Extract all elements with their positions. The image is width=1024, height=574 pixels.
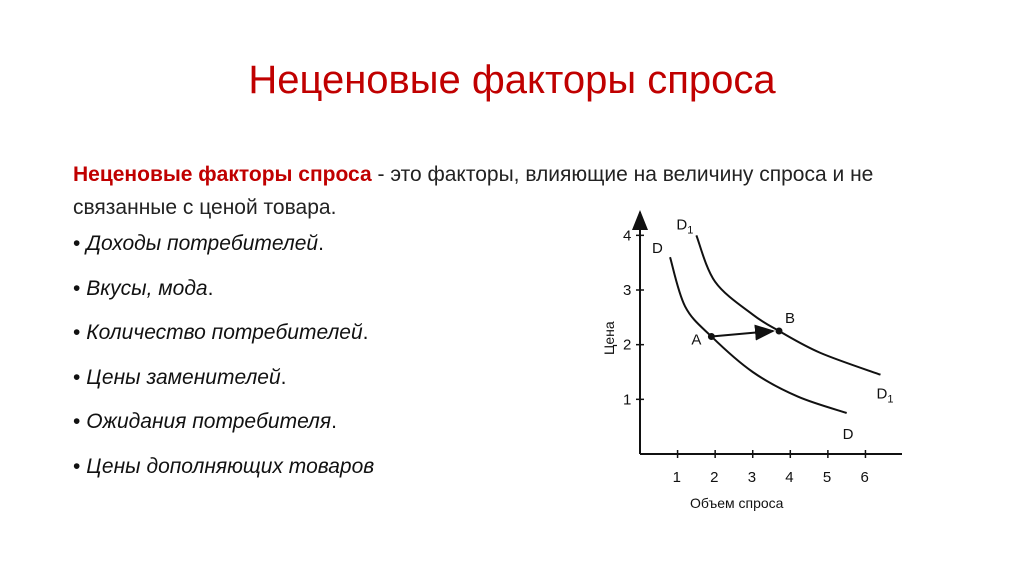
point-B [776,328,783,335]
x-tick-label: 3 [747,469,757,486]
x-axis-label: Объем спроса [690,495,784,511]
curve-label-start-D1: $D_1$ [676,216,694,237]
y-axis-label: Цена [601,321,617,355]
factor-text: Цены дополняющих товаров [86,454,375,478]
point-A [708,333,715,340]
bullet-symbol: • [73,321,81,345]
factor-end: . [331,410,337,434]
intro-definition: - это факторы, влияющие на величину спроса и не связанные с ценой товара. [73,163,874,219]
x-tick-label: 5 [822,469,832,486]
bullet-symbol: • [73,410,81,434]
factor-end: . [280,365,287,389]
demand-shift-chart [590,200,920,540]
y-tick-label: 4 [623,227,632,245]
x-tick-label: 2 [710,469,719,486]
bullet-symbol: • [73,276,81,300]
curve-label-start-D: D [652,240,663,258]
factor-text: Ожидания потребителя [86,410,332,434]
factor-end: . [318,232,324,255]
factor-end: . [362,321,369,345]
list-item [73,363,374,408]
point-label-A: A [691,331,702,349]
bullet-symbol: • [73,454,81,478]
curve-label-end-D: D [842,426,854,443]
factor-end: . [207,276,214,300]
list-item [73,452,374,497]
y-tick-label: 2 [623,336,632,354]
y-tick-label: 3 [623,282,632,299]
list-item [73,274,374,319]
factor-text: Количество потребителей [86,321,363,345]
slide-title: Неценовые факторы спроса [248,58,776,102]
curve-label-end-D1: $D_1$ [876,385,894,406]
point-label-B: B [785,310,796,327]
shift-arrow [711,331,773,336]
x-tick-label: 1 [672,469,681,486]
factor-text: Доходы потребителей [86,232,319,255]
intro-term: Неценовые факторы спроса [73,163,372,186]
list-item [73,407,374,452]
factor-text: Цены заменителей [86,365,281,389]
demand-curve-D1 [696,235,880,374]
bullet-symbol: • [73,232,81,255]
x-tick-label: 4 [785,469,794,486]
y-tick-label: 1 [623,391,632,409]
list-item [73,229,374,274]
x-tick-label: 6 [860,469,869,486]
factor-text: Вкусы, мода [86,276,208,300]
factor-list [73,229,374,497]
bullet-symbol: • [73,365,81,389]
list-item [73,318,374,363]
